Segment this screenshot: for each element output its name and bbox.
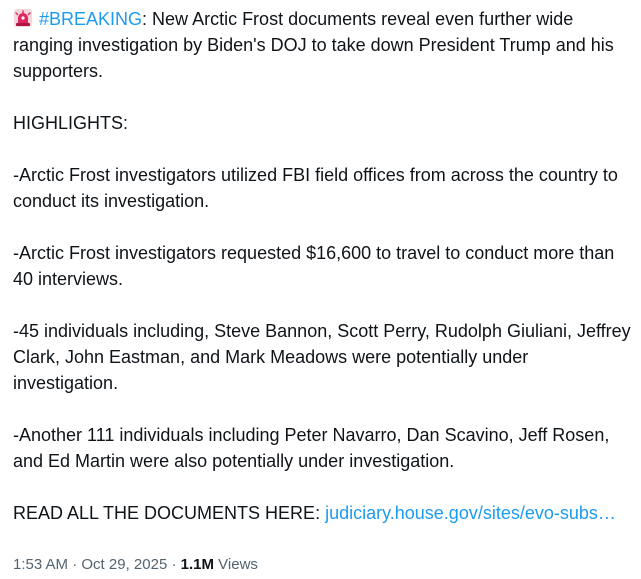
highlight-item-field-offices: -Arctic Frost investigators utilized FBI field offices from across the country to conduct its investigation. — [13, 165, 618, 211]
highlight-item-travel-request: -Arctic Frost investigators requested $16,600 to travel to conduct more than 40 interviews. — [13, 243, 615, 289]
views-count: 1.1M — [180, 556, 214, 573]
hashtag-link[interactable]: #BREAKING — [39, 9, 143, 29]
documents-link[interactable]: judiciary.house.gov/sites/evo-subs… — [325, 503, 616, 523]
timestamp-time[interactable]: 1:53 AM — [13, 556, 69, 573]
highlight-item-45-individuals: -45 individuals including, Steve Bannon, Scott Perry, Rudolph Giuliani, Jeffrey Clark, John Eastman, and Mark Meadows were potentially under investigation. — [13, 321, 631, 393]
tweet-headline — [13, 6, 635, 84]
meta-separator: · — [68, 556, 82, 573]
highlight-item-111-individuals: -Another 111 individuals including Peter Navarro, Dan Scavino, Jeff Rosen, and Ed Martin were also potentially under investigation. — [13, 425, 610, 471]
meta-separator-2: · — [167, 556, 181, 573]
read-all-label: READ ALL THE DOCUMENTS HERE: — [13, 503, 326, 523]
headline-text: : New Arctic Frost documents reveal even further wide ranging investigation by Biden's DOJ to take down President Trump and his supporters. — [13, 9, 614, 81]
views-label: Views — [214, 556, 258, 573]
rotating-light-icon — [13, 8, 33, 28]
highlights-label: HIGHLIGHTS: — [13, 113, 129, 133]
read-all-line — [13, 500, 635, 526]
tweet-meta — [13, 555, 258, 575]
tweet-body — [13, 6, 635, 552]
timestamp-date[interactable]: Oct 29, 2025 — [81, 556, 168, 573]
